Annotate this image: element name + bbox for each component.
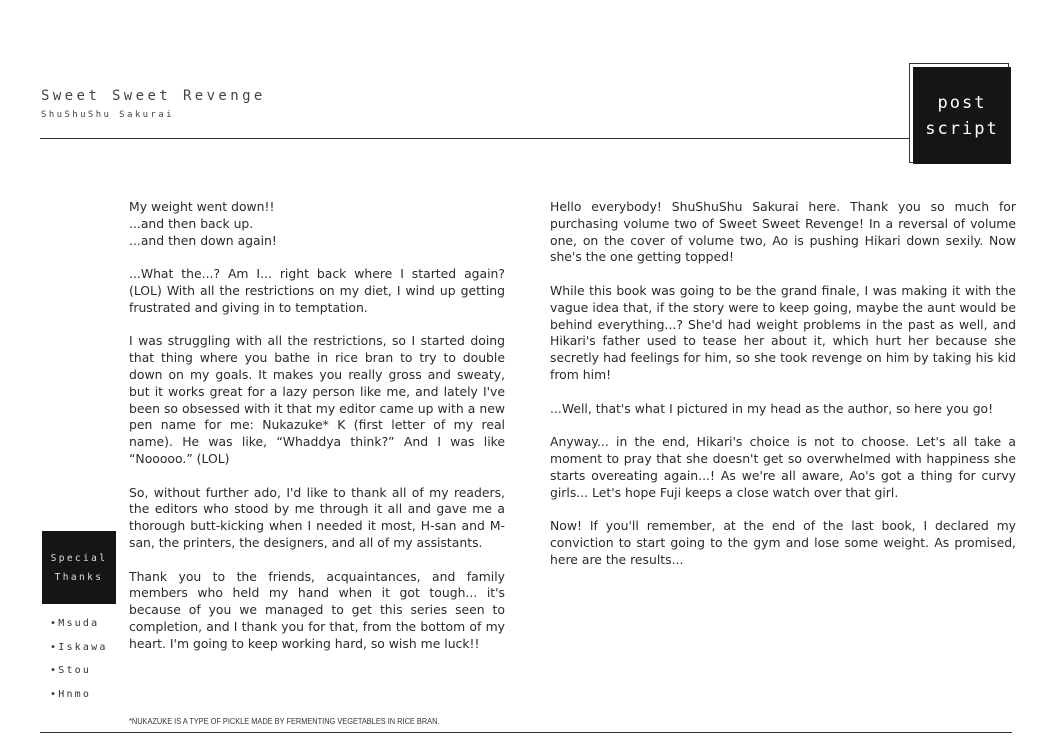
thanks-name-list [50, 618, 108, 713]
paragraph: So, without further ado, I'd like to thank all of my readers, the editors who stood by me through it all and gave me a thorough butt-kicking when I needed it most, H-san and M-san, the printers, the designers, and all of my assistants. [129, 484, 505, 550]
paragraph: ...What the...? Am I... right back where I started again? (LOL) With all the restrictions on my diet, I wind up getting frustrated and giving in to temptation. [129, 266, 505, 315]
header-divider [40, 138, 910, 139]
footnote: *NUKAZUKE IS A TYPE OF PICKLE MADE BY FERMENTING VEGETABLES IN RICE BRAN. [129, 716, 440, 726]
right-text-column [550, 199, 1016, 585]
author-name: ShuShuShu Sakurai [41, 110, 174, 120]
footer-divider [40, 732, 1012, 733]
special-thanks-line-1: Special [50, 552, 108, 564]
thanks-name: •Stou [50, 665, 92, 677]
badge-line-1: post [937, 92, 987, 113]
opening-line: ...and then back up. [129, 215, 254, 231]
left-text-column [129, 199, 505, 669]
paragraph: I was struggling with all the restrictions, so I started doing that thing where you bathe in rice bran to try to double down on my goals. It makes you really gross and sweaty, but it works great for a lazy person like me, and lately I've been so obsessed with it that my editor came up with a new pen name for me: Nukazuke* K (first letter of my real name). He was like, “Whaddya think?” And I was like “Nooooo.” (LOL) [129, 333, 505, 466]
opening-line: My weight went down!! [129, 199, 275, 214]
special-thanks-box [42, 531, 116, 604]
paragraph: Thank you to the friends, acquaintances, and family members who held my hand when it got tough... it's because of you we managed to get this series seen to completion, and I thank you for that, from the bottom of my heart. I'm going to keep working hard, so wish me luck!! [129, 568, 505, 651]
paragraph: Hello everybody! ShuShuShu Sakurai here. Thank you so much for purchasing volume two of Sweet Sweet Revenge! In a reversal of volume one, on the cover of volume two, Ao is pushing Hikari down sexily. Now she's the one getting topped! [550, 199, 1016, 265]
paragraph: Anyway... in the end, Hikari's choice is not to choose. Let's all take a moment to pray that she doesn't get so overwhelmed with happiness she starts overeating again...! As we're all aware, Ao's got a thing for curvy girls... Let's hope Fuji keeps a close watch over that girl. [550, 434, 1016, 500]
book-title: Sweet Sweet Revenge [41, 88, 266, 104]
opening-line: ...and then down again! [129, 232, 277, 248]
thanks-name: •Iskawa [50, 641, 108, 653]
special-thanks-line-2: Thanks [54, 571, 104, 583]
thanks-name: •Msuda [50, 618, 100, 629]
thanks-name: •Hnmo [50, 689, 92, 701]
badge-line-2: script [925, 118, 999, 139]
paragraph: Now! If you'll remember, at the end of the last book, I declared my conviction to start going to the gym and lose some weight. As promised, here are the results... [550, 518, 1016, 567]
paragraph: While this book was going to be the grand finale, I was making it with the vague idea that, if the story were to keep going, maybe the aunt would be behind everything...? She'd had weight problems in the past as well, and Hikari's father used to tease her about it, which hurt her because she secretly had feelings for him, so she took revenge on him by taking his kid from him! [550, 282, 1016, 382]
postscript-badge [913, 67, 1011, 164]
paragraph: ...Well, that's what I pictured in my head as the author, so here you go! [550, 400, 994, 416]
